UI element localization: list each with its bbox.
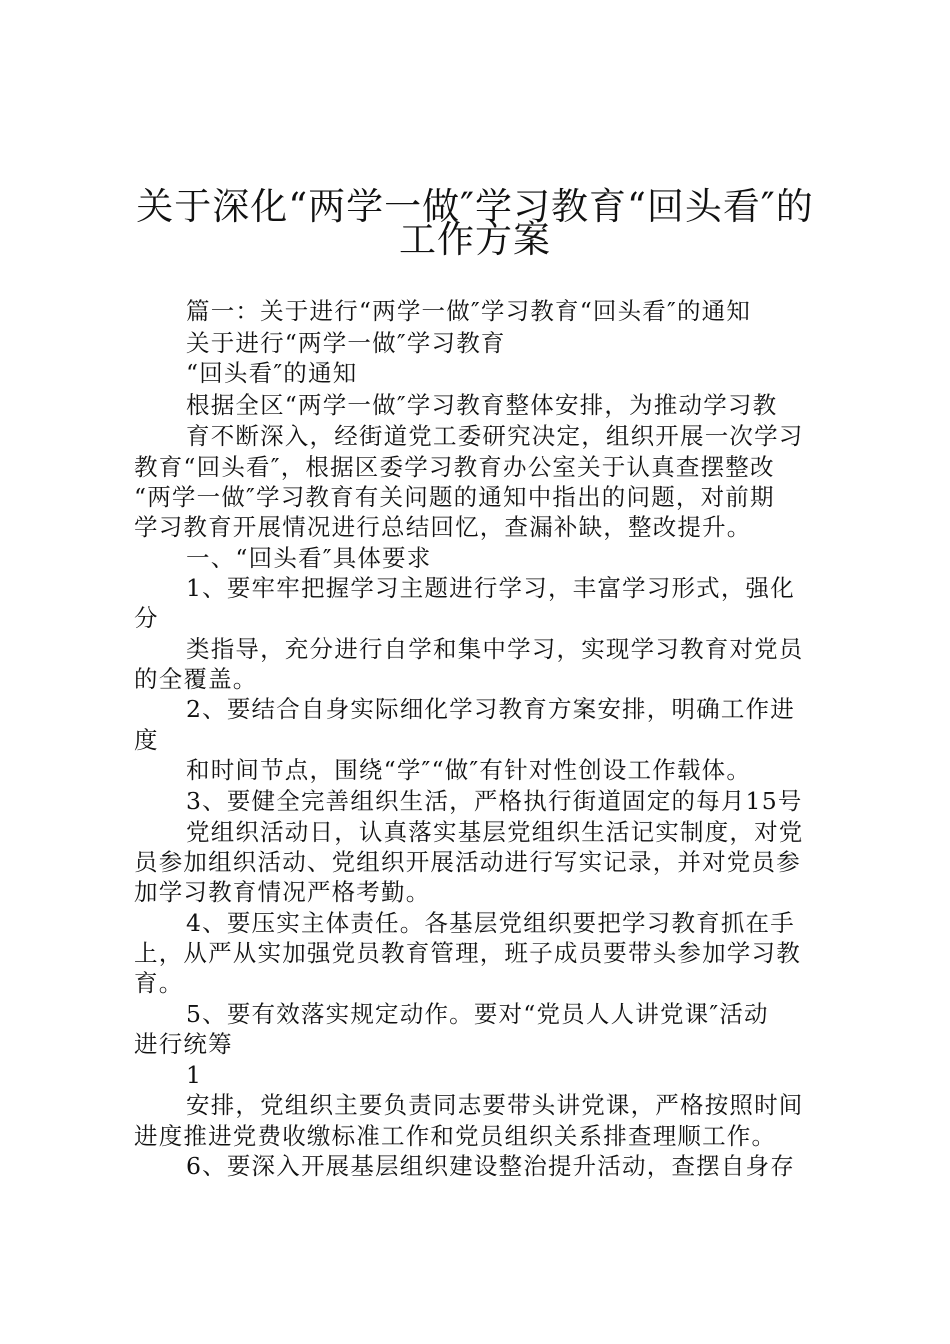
text-line: 党组织活动日，认真落实基层党组织生活记实制度，对党 bbox=[186, 818, 804, 846]
text-line: 篇一：关于进行“两学一做″学习教育“回头看″的通知 bbox=[186, 297, 752, 325]
text-line: 育不断深入，经街道党工委研究决定，组织开展一次学习 bbox=[186, 422, 804, 450]
text-line: 教育“回头看″，根据区委学习教育办公室关于认真查摆整改 bbox=[134, 453, 775, 481]
text-line: 4、要压实主体责任。各基层党组织要把学习教育抓在手 bbox=[186, 909, 795, 937]
text-line: 员参加组织活动、党组织开展活动进行写实记录，并对党员参 bbox=[134, 848, 801, 876]
text-line: “回头看″的通知 bbox=[186, 359, 358, 387]
text-line: 进行统筹 bbox=[134, 1030, 233, 1058]
text-line: 6、要深入开展基层组织建设整治提升活动，查摆自身存 bbox=[186, 1152, 795, 1180]
text-line: 加学习教育情况严格考勤。 bbox=[134, 878, 431, 906]
text-line: 2、要结合自身实际细化学习教育方案安排，明确工作进 bbox=[186, 695, 795, 723]
text-line: 3、要健全完善组织生活，严格执行街道固定的每月15号 bbox=[186, 787, 803, 815]
text-line: 分 bbox=[134, 604, 159, 632]
document-title-line-2-text: 工作方案 bbox=[399, 218, 551, 261]
text-line: 的全覆盖。 bbox=[134, 665, 258, 693]
text-line: 和时间节点，围绕“学″“做″有针对性创设工作载体。 bbox=[186, 756, 752, 784]
text-line: 学习教育开展情况进行总结回忆，查漏补缺，整改提升。 bbox=[134, 513, 752, 541]
text-line: 度 bbox=[134, 726, 159, 754]
text-line: 一、“回头看″具体要求 bbox=[186, 544, 432, 572]
text-line: 5、要有效落实规定动作。要对“党员人人讲党课″活动 bbox=[186, 1000, 769, 1028]
text-line: 根据全区“两学一做″学习教育整体安排，为推动学习教 bbox=[186, 391, 778, 419]
text-line: 类指导，充分进行自学和集中学习，实现学习教育对党员 bbox=[186, 635, 804, 663]
text-line: 育。 bbox=[134, 969, 184, 997]
text-line: 安排，党组织主要负责同志要带头讲党课，严格按照时间 bbox=[186, 1091, 804, 1119]
page-number: 1 bbox=[186, 1061, 203, 1089]
text-line: 关于进行“两学一做″学习教育 bbox=[186, 329, 506, 357]
text-line: 进度推进党费收缴标准工作和党员组织关系排查理顺工作。 bbox=[134, 1122, 777, 1150]
text-line: 上，从严从实加强党员教育管理，班子成员要带头参加学习教 bbox=[134, 939, 801, 967]
document-title-line-1: 关于深化“两学一做″学习教育“回头看″的 bbox=[136, 185, 814, 228]
text-line: 1、要牢牢把握学习主题进行学习，丰富学习形式，强化 bbox=[186, 574, 795, 602]
document-title-line-2 bbox=[100, 216, 850, 264]
text-line: “两学一做″学习教育有关问题的通知中指出的问题，对前期 bbox=[134, 483, 775, 511]
